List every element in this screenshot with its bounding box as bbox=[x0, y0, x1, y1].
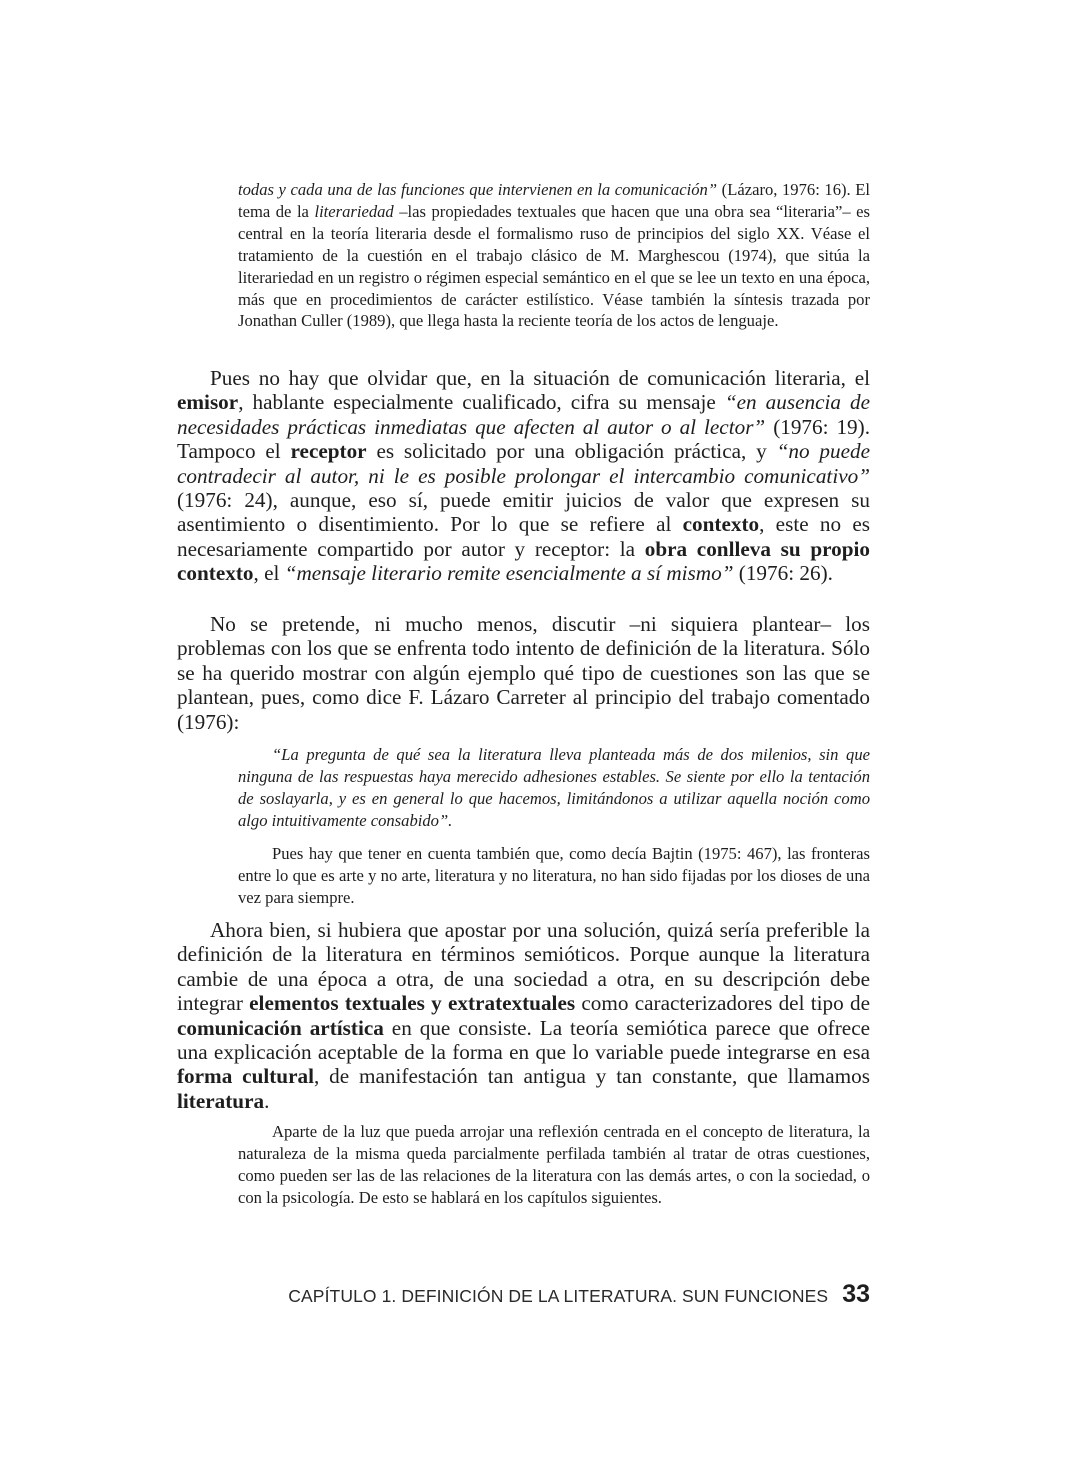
text-span: . bbox=[264, 1088, 270, 1113]
paragraph-1 bbox=[177, 366, 870, 586]
term-emisor: emisor bbox=[177, 390, 239, 415]
block-quote-text bbox=[238, 744, 870, 832]
note-2 bbox=[238, 1121, 870, 1209]
text-span: , el bbox=[253, 561, 285, 586]
paragraph-2 bbox=[177, 612, 870, 734]
quote-inline: “mensaje literario remite esencialmente a sí mismo” bbox=[284, 561, 734, 586]
text-span: (Lázaro, 1976: 16). El tema de la bbox=[238, 180, 871, 221]
text-span: como caracterizadores del tipo de bbox=[575, 991, 870, 1016]
text-span: (1976: 19). Tampoco el bbox=[177, 414, 870, 464]
text-span: Pues no hay que olvidar que, en la situación de comunicación literaria, el bbox=[210, 366, 870, 390]
term-literariedad: literariedad bbox=[314, 201, 394, 221]
text-span: , hablante especialmente cualificado, cifra su mensaje bbox=[238, 390, 725, 415]
term-contexto: contexto bbox=[682, 512, 760, 537]
paragraph-3-text bbox=[177, 918, 870, 1113]
text-span: , de manifestación tan antigua y tan constante, que llamamos bbox=[313, 1064, 870, 1089]
text-span: en que consiste. La teoría semiótica parece que ofrece una explicación aceptable de la forma en que lo variable puede integrarse en esa bbox=[177, 1015, 870, 1065]
footnote-top bbox=[238, 179, 870, 332]
paragraph-2-text: No se pretende, ni mucho menos, discutir –ni siquiera plantear– los problemas con los que se enfrenta todo intento de definición de la literatura. Sólo se ha querido mostrar con algún ejemplo qué tipo de cuestiones son las que se plantean, pues, como dice F. Lázaro Carreter al principio del trabajo comentado (1976): bbox=[177, 612, 870, 734]
quote-inline: “no puede contradecir al autor, ni le es posible prolongar el intercambio comunicativo” bbox=[177, 439, 870, 488]
term-obra-contexto: obra conlleva su propio contexto bbox=[177, 536, 870, 586]
page-number: 33 bbox=[842, 1280, 870, 1308]
text-span: Ahora bien, si hubiera que apostar por una solución, quizá sería preferible la definición de la literatura en términos semióticos. Porque aunque la literatura cambie de una época a otra, de una sociedad a otra, en su descripción debe integrar bbox=[177, 918, 870, 1016]
page-footer bbox=[0, 1280, 870, 1309]
note-1-text: Pues hay que tener en cuenta también que, como decía Bajtin (1975: 467), las fronteras entre lo que es arte y no arte, literatura y no literatura, no han sido fijadas por los dioses de una vez para siempre. bbox=[238, 844, 870, 907]
term-forma-cultural: forma cultural bbox=[177, 1064, 314, 1089]
paragraph-1-text bbox=[177, 366, 870, 586]
term-comunicacion-artistica: comunicación artística bbox=[177, 1015, 384, 1040]
text-span: (1976: 26). bbox=[733, 561, 833, 586]
quote-inline: “en ausencia de necesidades prácticas inmediatas que afecten al autor o al lector” bbox=[177, 390, 870, 439]
footnote-top-quote: todas y cada una de las funciones que intervienen en la comunicación” bbox=[238, 180, 718, 199]
text-span: “La pregunta de qué sea la literatura lleva planteada más de dos milenios, sin que ninguna de las respuestas haya merecido adhesiones estables. Se siente por ello la tentación de soslayarla, y es en general lo que hacemos, limitándonos a utilizar aquella noción como algo intuitivamente consabido”. bbox=[238, 745, 870, 830]
chapter-title: CAPÍTULO 1. DEFINICIÓN DE LA LITERATURA. SUN FUNCIONES bbox=[288, 1286, 829, 1306]
note-1 bbox=[238, 843, 870, 909]
term-literatura: literatura bbox=[177, 1088, 265, 1113]
text-span: es solicitado por una obligación práctica, y bbox=[366, 439, 777, 464]
term-elementos: elementos textuales y extratextuales bbox=[249, 991, 576, 1016]
text-span: (1976: 24), aunque, eso sí, puede emitir juicios de valor que expresen su asentimiento o disentimiento. Por lo que se refiere al bbox=[177, 488, 870, 537]
term-receptor: receptor bbox=[290, 439, 367, 464]
block-quote bbox=[238, 744, 870, 832]
text-span: , este no es necesariamente compartido por autor y receptor: la bbox=[177, 512, 870, 561]
note-2-text: Aparte de la luz que pueda arrojar una reflexión centrada en el concepto de literatura, la naturaleza de la misma queda parcialmente perfilada también al tratar de otras cuestiones, como pueden ser las de las relaciones de la literatura con las demás artes, o con la sociedad, o con la psicología. De esto se hablará en los capítulos siguientes. bbox=[238, 1122, 870, 1207]
text-span: –las propiedades textuales que hacen que una obra sea “literaria”– es central en la teoría literaria desde el formalismo ruso de principios del siglo XX. Véase el tratamiento de la cuestión en el trabajo clásico de M. Marghescou (1974), que sitúa la literariedad en un registro o régimen especial semántico en el que se lee un texto en una época, más que en procedimientos de carácter estilístico. Véase también la síntesis trazada por Jonathan Culler (1989), que llega hasta la reciente teoría de los actos de lenguaje. bbox=[238, 201, 870, 331]
footnote-top-text bbox=[238, 179, 870, 332]
paragraph-3 bbox=[177, 918, 870, 1113]
